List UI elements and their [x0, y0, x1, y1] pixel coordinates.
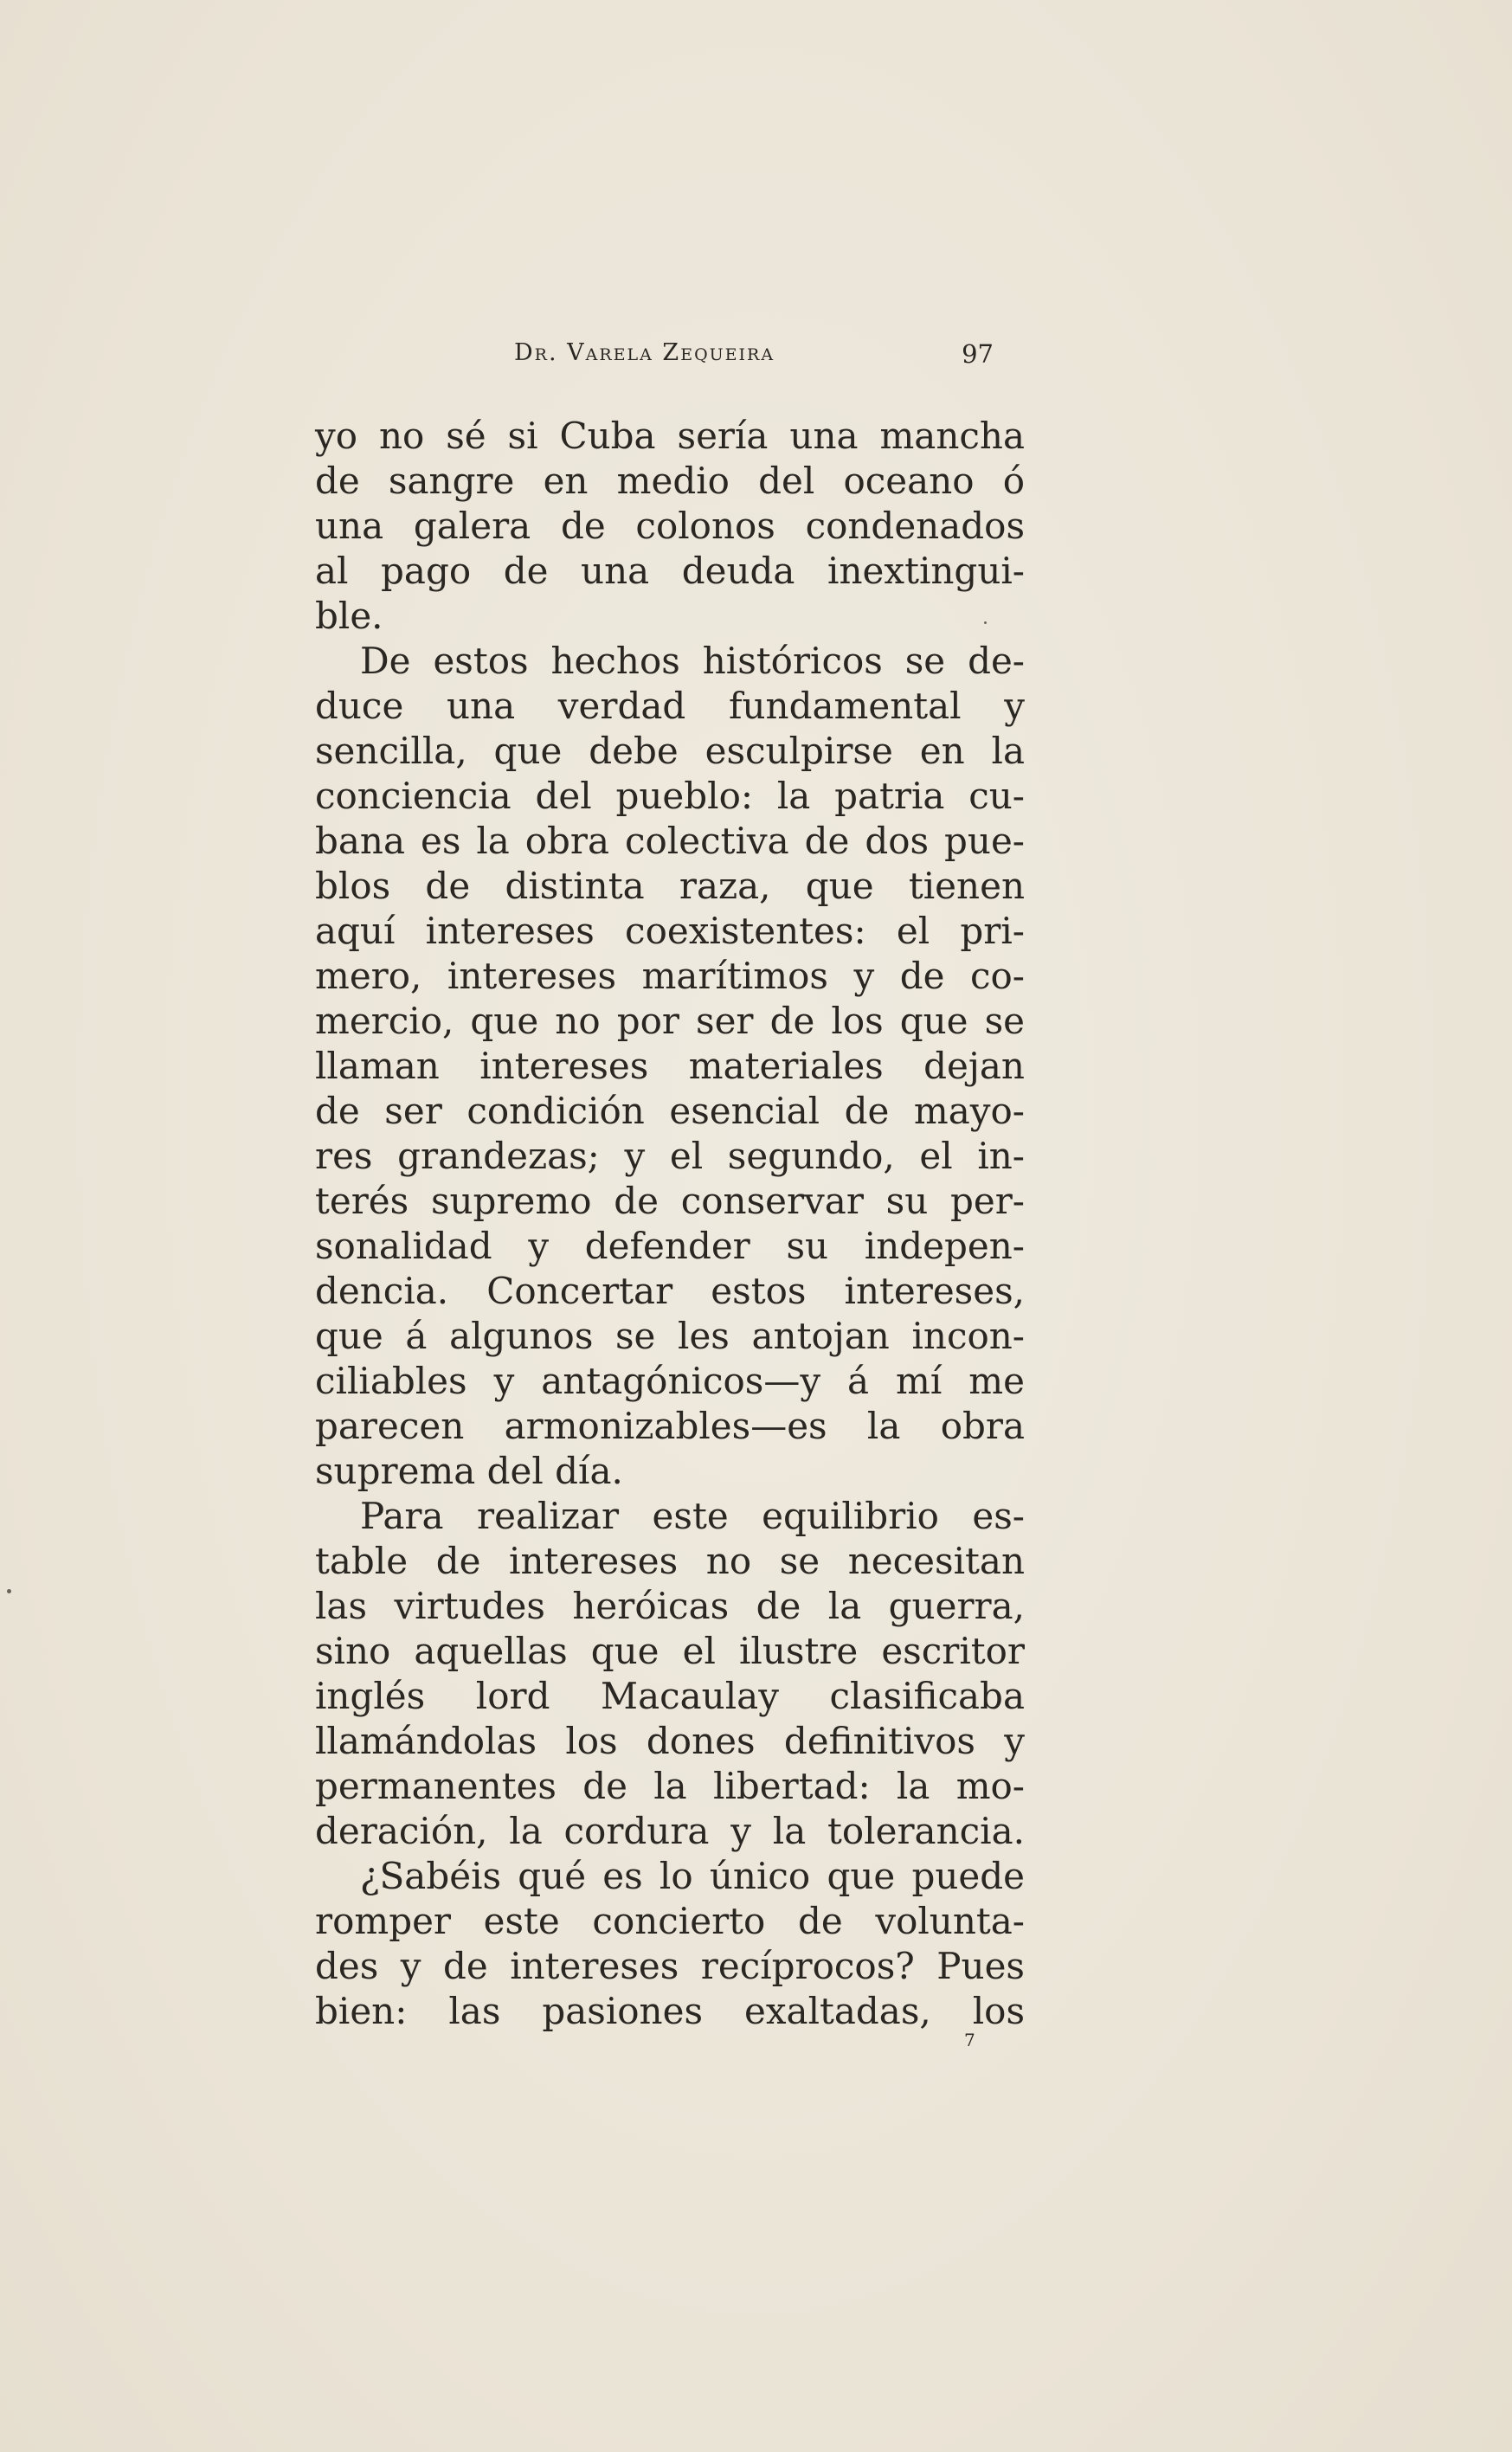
text-line: ciliables y antagónicos—y á mí me — [315, 1360, 1025, 1402]
paragraph-start-line: ¿Sabéis qué es lo único que puede — [360, 1855, 1025, 1897]
signature-mark: 7 — [964, 2030, 975, 2050]
text-line: romper este concierto de volunta- — [315, 1900, 1025, 1942]
margin-speck — [984, 621, 987, 624]
text-line: las virtudes heróicas de la guerra, — [315, 1585, 1025, 1627]
text-line: conciencia del pueblo: la patria cu- — [315, 775, 1025, 817]
text-line: llamándolas los dones definitivos y — [315, 1720, 1025, 1762]
text-line: terés supremo de conservar su per- — [315, 1180, 1025, 1222]
text-line: de sangre en medio del oceano ó — [315, 460, 1025, 502]
text-line: des y de intereses recíprocos? Pues — [315, 1945, 1025, 1987]
text-line: aquí intereses coexistentes: el pri- — [315, 910, 1025, 952]
text-line: dencia. Concertar estos intereses, — [315, 1270, 1025, 1312]
text-line: sonalidad y defender su indepen- — [315, 1225, 1025, 1267]
text-line: suprema del día. — [315, 1450, 623, 1492]
text-line: mercio, que no por ser de los que se — [315, 1000, 1025, 1042]
text-line: una galera de colonos condenados — [315, 505, 1025, 547]
text-line: bien: las pasiones exaltadas, los — [315, 1990, 1025, 2032]
text-line: deración, la cordura y la tolerancia. — [315, 1810, 1025, 1852]
text-line: yo no sé si Cuba sería una mancha — [315, 415, 1025, 457]
body-text — [315, 414, 1025, 2034]
text-line: ble. — [315, 595, 383, 637]
text-line: permanentes de la libertad: la mo- — [315, 1765, 1025, 1807]
text-line: que á algunos se les antojan incon- — [315, 1315, 1025, 1357]
text-line: res grandezas; y el segundo, el in- — [315, 1135, 1025, 1177]
paragraph-start-line: Para realizar este equilibrio es- — [360, 1495, 1025, 1537]
text-line: bana es la obra colectiva de dos pue- — [315, 820, 1025, 862]
text-line: inglés lord Macaulay clasificaba — [315, 1675, 1025, 1717]
text-line: table de intereses no se necesitan — [315, 1540, 1025, 1582]
running-head — [315, 339, 1025, 374]
page-number: 97 — [962, 339, 994, 369]
text-line: al pago de una deuda inextingui- — [315, 550, 1025, 592]
text-line: sino aquellas que el ilustre escritor — [315, 1630, 1025, 1672]
text-line: blos de distinta raza, que tienen — [315, 865, 1025, 907]
text-line: parecen armonizables—es la obra — [315, 1405, 1025, 1447]
text-line: de ser condición esencial de mayo- — [315, 1090, 1025, 1132]
text-line: mero, intereses marítimos y de co- — [315, 955, 1025, 997]
margin-speck — [7, 1589, 11, 1593]
text-line: sencilla, que debe esculpirse en la — [315, 730, 1025, 772]
running-title: Dr. Varela Zequeira — [514, 339, 775, 366]
text-line: llaman intereses materiales dejan — [315, 1045, 1025, 1087]
text-line: duce una verdad fundamental y — [315, 685, 1025, 727]
paragraph-start-line: De estos hechos históricos se de- — [360, 640, 1025, 682]
